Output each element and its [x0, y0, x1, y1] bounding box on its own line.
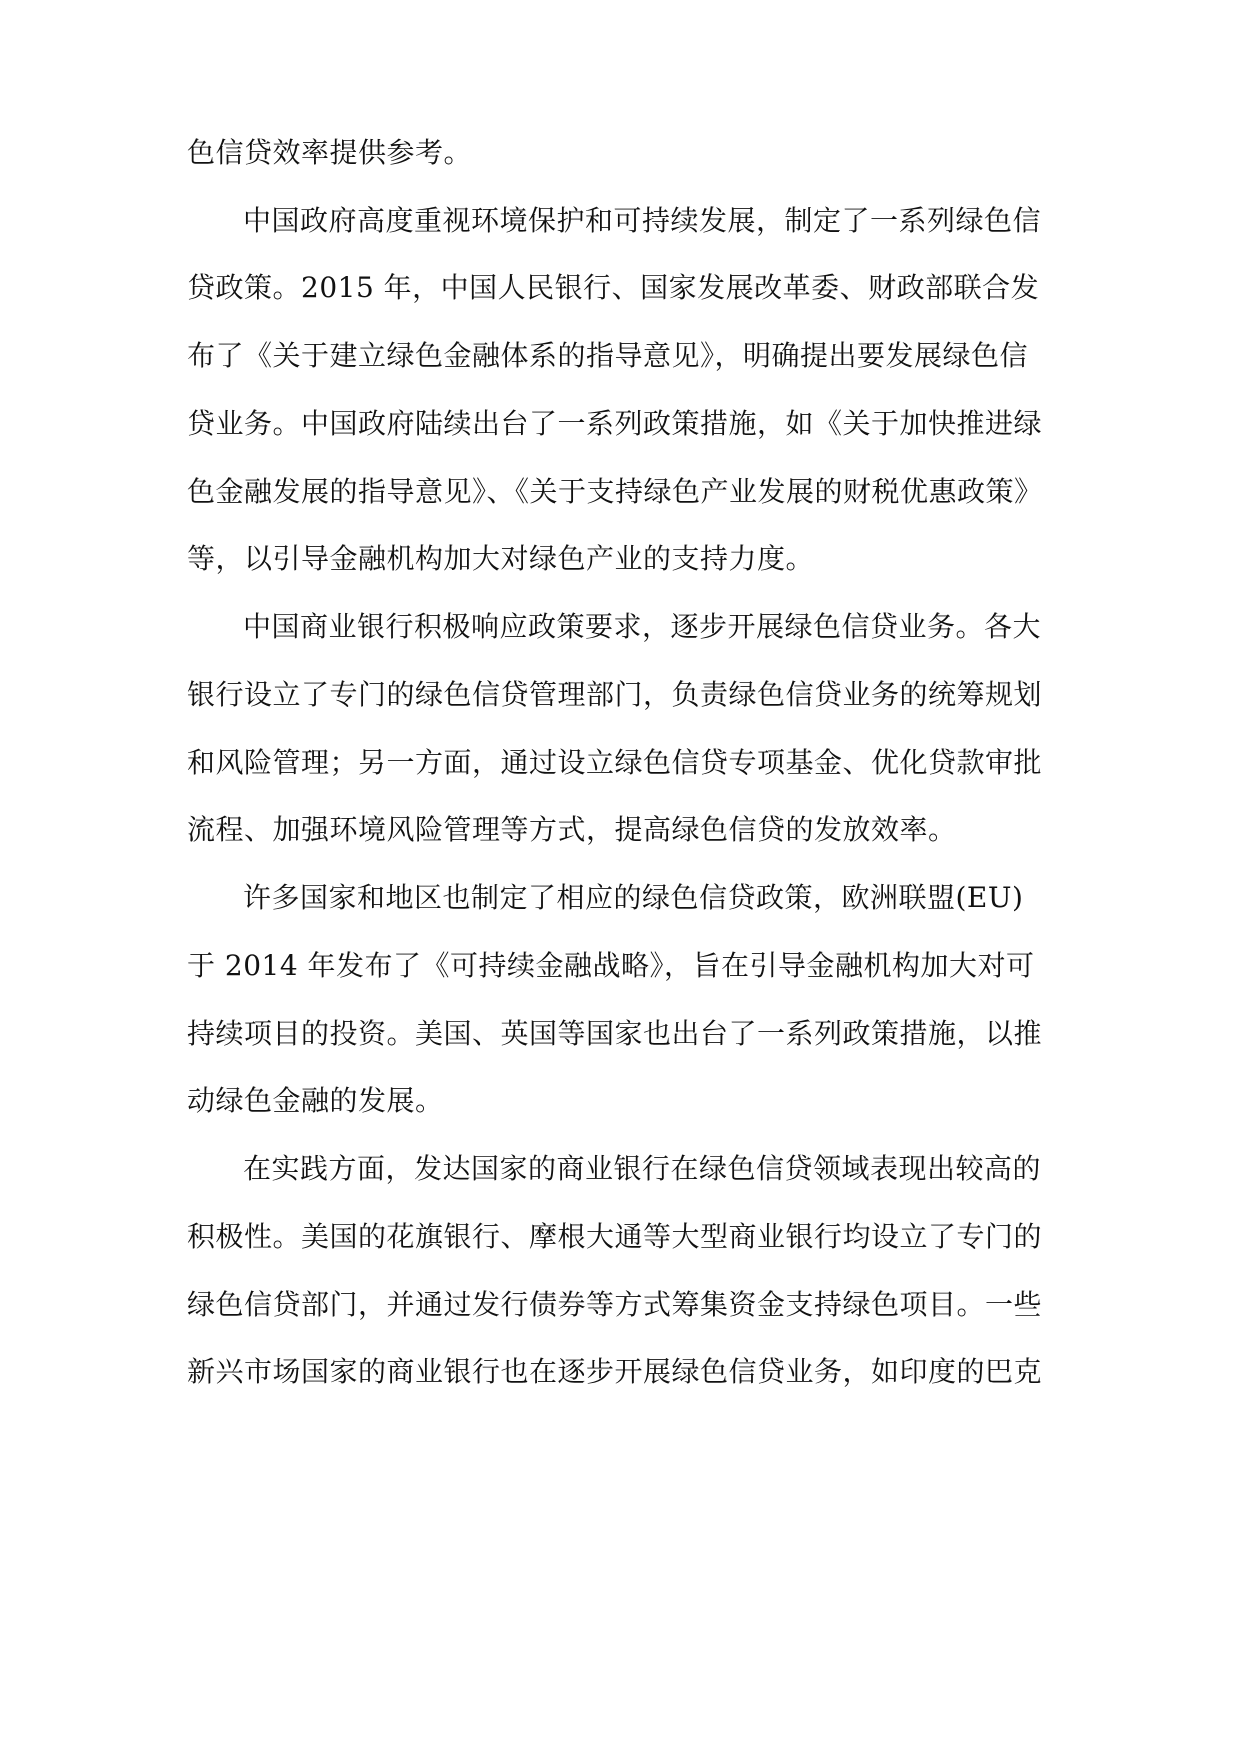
paragraph-first-line: 在实践方面，发达国家的商业银行在绿色信贷领域表现出较高的 [243, 1152, 1042, 1185]
text-line: 色信贷效率提供参考。 [187, 136, 473, 169]
text-line: 绿色信贷部门，并通过发行债券等方式筹集资金支持绿色项目。一些 [187, 1288, 1043, 1321]
text-line: 贷业务。中国政府陆续出台了一系列政策措施，如《关于加快推进绿 [187, 407, 1043, 440]
text-line: 等，以引导金融机构加大对绿色产业的支持力度。 [187, 542, 815, 575]
text-line: 流程、加强环境风险管理等方式，提高绿色信贷的发放效率。 [187, 813, 957, 846]
paragraph-first-line: 中国商业银行积极响应政策要求，逐步开展绿色信贷业务。各大 [243, 610, 1042, 643]
text-line: 色金融发展的指导意见》、《关于支持绿色产业发展的财税优惠政策》 [187, 475, 1043, 508]
text-line: 动绿色金融的发展。 [187, 1084, 444, 1117]
paragraph-first-line: 许多国家和地区也制定了相应的绿色信贷政策，欧洲联盟(EU) [243, 881, 1024, 914]
text-line: 银行设立了专门的绿色信贷管理部门，负责绿色信贷业务的统筹规划 [187, 678, 1043, 711]
text-line: 积极性。美国的花旗银行、摩根大通等大型商业银行均设立了专门的 [187, 1220, 1043, 1253]
paragraph-first-line: 中国政府高度重视环境保护和可持续发展，制定了一系列绿色信 [243, 204, 1042, 237]
text-line: 贷政策。2015 年，中国人民银行、国家发展改革委、财政部联合发 [187, 271, 1040, 304]
text-line: 布了《关于建立绿色金融体系的指导意见》，明确提出要发展绿色信 [187, 339, 1029, 372]
text-line: 和风险管理；另一方面，通过设立绿色信贷专项基金、优化贷款审批 [187, 746, 1043, 779]
text-line: 于 2014 年发布了《可持续金融战略》，旨在引导金融机构加大对可 [187, 949, 1035, 982]
text-line: 持续项目的投资。美国、英国等国家也出台了一系列政策措施，以推 [187, 1017, 1043, 1050]
text-line: 新兴市场国家的商业银行也在逐步开展绿色信贷业务，如印度的巴克 [187, 1355, 1043, 1388]
